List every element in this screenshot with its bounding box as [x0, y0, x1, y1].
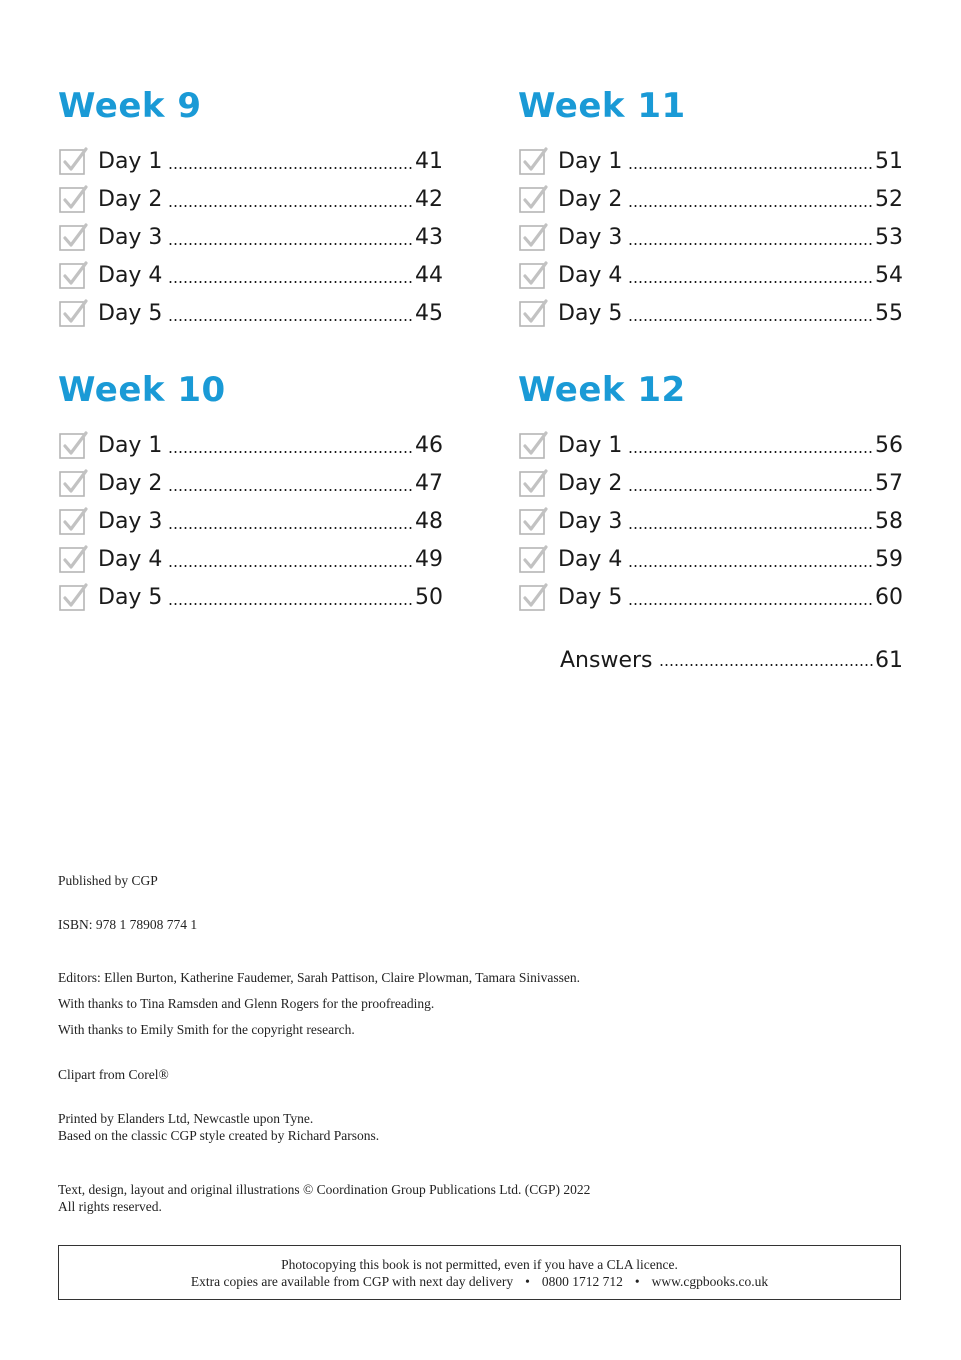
day-label: Day 4 — [98, 546, 163, 572]
day-entry — [58, 256, 443, 294]
page-number: 50 — [415, 584, 443, 610]
day-entry — [58, 142, 443, 180]
week-11-section — [518, 84, 903, 332]
day-label: Day 2 — [98, 470, 163, 496]
clipart-credit: Clipart from Corel® — [58, 1067, 169, 1082]
page-number: 49 — [415, 546, 443, 572]
bullet-separator: • — [634, 1274, 640, 1289]
checkbox-tick-icon[interactable] — [518, 582, 548, 612]
week-title: Week 10 — [58, 370, 226, 410]
page-number: 52 — [875, 186, 903, 212]
day-entry — [58, 578, 443, 616]
dot-leader — [168, 488, 413, 492]
dot-leader — [628, 602, 873, 606]
day-list — [518, 426, 903, 616]
printed-by: Printed by Elanders Ltd, Newcastle upon Tyne. — [58, 1111, 314, 1126]
day-list — [58, 426, 443, 616]
checkbox-tick-icon[interactable] — [518, 468, 548, 498]
day-entry — [58, 426, 443, 464]
dot-leader — [628, 450, 873, 454]
checkbox-tick-icon[interactable] — [58, 260, 88, 290]
extra-copies-text: Extra copies are available from CGP with next day delivery — [190, 1274, 514, 1289]
based-on: Based on the classic CGP style created by Richard Parsons. — [58, 1128, 380, 1143]
week-title: Week 12 — [518, 370, 686, 410]
published-by: Published by CGP — [58, 873, 158, 888]
page-number: 55 — [875, 300, 903, 326]
website-link: www.cgpbooks.co.uk — [651, 1274, 769, 1289]
day-label: Day 1 — [98, 148, 163, 174]
checkbox-tick-icon[interactable] — [518, 146, 548, 176]
answers-entry — [560, 643, 903, 677]
checkbox-tick-icon[interactable] — [518, 298, 548, 328]
dot-leader — [628, 204, 873, 208]
day-entry — [518, 218, 903, 256]
day-label: Day 2 — [558, 186, 623, 212]
day-label: Day 3 — [98, 224, 163, 250]
day-list — [58, 142, 443, 332]
day-label: Day 2 — [98, 186, 163, 212]
day-label: Day 4 — [98, 262, 163, 288]
day-entry — [58, 218, 443, 256]
checkbox-tick-icon[interactable] — [518, 506, 548, 536]
checkbox-tick-icon[interactable] — [518, 222, 548, 252]
checkbox-tick-icon[interactable] — [518, 430, 548, 460]
day-entry — [58, 502, 443, 540]
page-number: 43 — [415, 224, 443, 250]
dot-leader — [168, 602, 413, 606]
day-label: Day 3 — [558, 224, 623, 250]
bullet-separator: • — [525, 1274, 530, 1289]
week-9-section — [58, 84, 443, 332]
day-entry — [58, 294, 443, 332]
page-number: 57 — [875, 470, 903, 496]
editors: Editors: Ellen Burton, Katherine Faudemer, Sarah Pattison, Claire Plowman, Tamara Sinivassen. — [58, 970, 581, 985]
day-entry — [58, 464, 443, 502]
dot-leader — [168, 242, 413, 246]
checkbox-tick-icon[interactable] — [58, 506, 88, 536]
day-list — [518, 142, 903, 332]
page-number: 47 — [415, 470, 443, 496]
day-label: Day 4 — [558, 546, 623, 572]
checkbox-tick-icon[interactable] — [518, 184, 548, 214]
thanks-proofreading: With thanks to Tina Ramsden and Glenn Rogers for the proofreading. — [58, 996, 435, 1011]
day-entry — [518, 464, 903, 502]
page-number: 44 — [415, 262, 443, 288]
dot-leader — [168, 564, 413, 568]
dot-leader — [168, 280, 413, 284]
day-label: Day 1 — [98, 432, 163, 458]
checkbox-tick-icon[interactable] — [518, 260, 548, 290]
day-label: Day 3 — [558, 508, 623, 534]
copyright-notice: Text, design, layout and original illustrations © Coordination Group Publications Ltd. (CGP) 2022 — [58, 1182, 591, 1197]
dot-leader — [168, 318, 413, 322]
page-number: 58 — [875, 508, 903, 534]
dot-leader — [628, 242, 873, 246]
day-label: Day 1 — [558, 148, 623, 174]
thanks-copyright: With thanks to Emily Smith for the copyright research. — [58, 1022, 355, 1037]
dot-leader — [628, 318, 873, 322]
week-title: Week 11 — [518, 86, 686, 126]
day-label: Day 2 — [558, 470, 623, 496]
isbn: ISBN: 978 1 78908 774 1 — [58, 917, 198, 932]
day-label: Day 5 — [98, 584, 163, 610]
dot-leader — [659, 663, 874, 667]
phone-number: 0800 1712 712 — [541, 1274, 623, 1289]
day-label: Day 5 — [558, 300, 623, 326]
day-label: Day 5 — [558, 584, 623, 610]
day-entry — [518, 502, 903, 540]
dot-leader — [628, 280, 873, 284]
day-entry — [518, 540, 903, 578]
week-10-section — [58, 368, 443, 616]
checkbox-tick-icon[interactable] — [58, 582, 88, 612]
day-entry — [518, 578, 903, 616]
day-entry — [58, 540, 443, 578]
dot-leader — [168, 204, 413, 208]
page-number: 42 — [415, 186, 443, 212]
dot-leader — [168, 166, 413, 170]
dot-leader — [628, 564, 873, 568]
day-label: Day 4 — [558, 262, 623, 288]
photocopy-notice: Photocopying this book is not permitted, even if you have a CLA licence. — [281, 1257, 678, 1272]
photocopy-notice-box — [58, 1245, 901, 1300]
checkbox-tick-icon[interactable] — [58, 468, 88, 498]
day-entry — [518, 180, 903, 218]
page-number: 41 — [415, 148, 443, 174]
checkbox-tick-icon[interactable] — [518, 544, 548, 574]
checkbox-tick-icon[interactable] — [58, 544, 88, 574]
week-12-section — [518, 368, 903, 616]
day-entry — [518, 294, 903, 332]
answers-label: Answers — [560, 647, 653, 673]
answers-page-number: 61 — [875, 647, 903, 673]
checkbox-tick-icon[interactable] — [58, 184, 88, 214]
rights-reserved: All rights reserved. — [58, 1199, 162, 1214]
page-number: 53 — [875, 224, 903, 250]
dot-leader — [168, 526, 413, 530]
day-label: Day 5 — [98, 300, 163, 326]
day-label: Day 3 — [98, 508, 163, 534]
dot-leader — [628, 488, 873, 492]
extra-copies-line — [59, 1273, 900, 1290]
dot-leader — [628, 526, 873, 530]
dot-leader — [168, 450, 413, 454]
dot-leader — [628, 166, 873, 170]
week-title: Week 9 — [58, 86, 202, 126]
checkbox-tick-icon[interactable] — [58, 430, 88, 460]
checkbox-tick-icon[interactable] — [58, 146, 88, 176]
page-number: 46 — [415, 432, 443, 458]
day-entry — [518, 256, 903, 294]
page-number: 51 — [875, 148, 903, 174]
page-number: 48 — [415, 508, 443, 534]
page-number: 56 — [875, 432, 903, 458]
day-entry — [58, 180, 443, 218]
checkbox-tick-icon[interactable] — [58, 298, 88, 328]
day-label: Day 1 — [558, 432, 623, 458]
checkbox-tick-icon[interactable] — [58, 222, 88, 252]
day-entry — [518, 142, 903, 180]
day-entry — [518, 426, 903, 464]
page-number: 54 — [875, 262, 903, 288]
page-number: 60 — [875, 584, 903, 610]
page-number: 45 — [415, 300, 443, 326]
page-number: 59 — [875, 546, 903, 572]
